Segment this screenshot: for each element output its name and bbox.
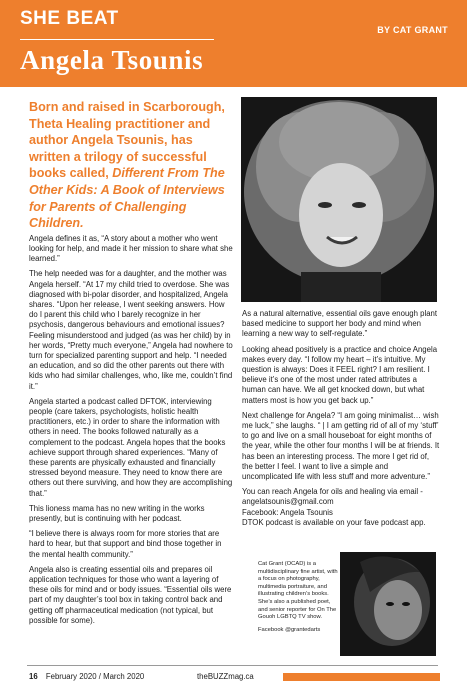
author-photo (340, 552, 436, 656)
paragraph: Angela started a podcast called DFTOK, interviewing people (care takers, psychologists, holistic health practitioners, etc.) in order to share the information with others in need. The books followed naturally as a complement to the podcast. Angela hopes that the books achieve support through shared experiences. “Many of these parents are physically exhausted and financially stressed beyond measure. They need to know there are others out there surviving, and how they are accomplishing that.” (29, 396, 233, 498)
contact-facebook: Facebook: Angela Tsounis (242, 507, 333, 517)
paragraph: Next challenge for Angela? “I am going minimalist… wish me luck,” she laughs. “ | I am getting rid of all of my ‘stuff’ to go and live on a small houseboat for eight months of the year, while the other four months I will be at friends. It has been an interesting process. The more I get rid of, the better I feel. I want to live a simple and uncomplicated life with less stuff and more adventure.” (242, 410, 440, 482)
lede-text: Born and raised in Scarborough, Theta Healing practitioner and author Angela Tsounis, has written a trilogy of successful books called, (29, 100, 225, 181)
article-title: Angela Tsounis (20, 45, 204, 75)
contact-email: You can reach Angela for oils and healing via email - angelatsounis@gmail.com (242, 487, 423, 507)
paragraph: This lioness mama has no new writing in the works presently, but is continuing with her podcast. (29, 503, 205, 524)
paragraph: Looking ahead positively is a practice and choice Angela makes every day. “I follow my heart – it’s intuitive. My question is always: Does it FEEL right? I am resilient. I believe it’s one of the most under rated attributes a human can have. We all get knocked down, but what matters most is how you get back up.” (242, 344, 438, 405)
book-title: Different From The Other Kids: A Book of Interviews for Parents of Challenging Children. (29, 166, 225, 231)
paragraph: The help needed was for a daughter, and the mother was Angela herself. “At 17 my child tried to overdose. She was diagnosed with bi-polar disorder, and hospitalized, Angela shares. “Upon her release, I went seeking answers. How do I parent this child who I barely recognize in her psychosis, dangerous behaviours and emotional issues? Feeling misunderstood and judged (as was her child) by in her words, “Pretty much everyone,” Angela had nowhere to turn for specialized parenting support and help. “I needed an education, and so did the other parents out there with kids who had similar challenges, who, like me, couldn’t find it.” (29, 269, 233, 391)
header-banner (0, 0, 467, 87)
paragraph: “I believe there is always room for more stories that are hard to hear, but that support and bind those together in the mental health community.” (29, 529, 222, 559)
bio-paragraph: Cat Grant (OCAD) is a multidisciplinary fine artist, with a focus on photography, multimedia portraiture, and illustrating children’s books. She’s also a published poet, and senior reporter for On The Gouoh LGBTQ TV show. (258, 561, 338, 621)
footer-divider (27, 665, 438, 666)
section-title: SHE BEAT (20, 8, 119, 29)
paragraph: As a natural alternative, essential oils gave enough plant based medicine to support her body and mind when learning a new way to self-regulate.” (242, 309, 438, 339)
byline: BY CAT GRANT (377, 25, 448, 35)
header-divider (20, 39, 214, 40)
paragraph: Angela defines it as, “A story about a mother who went looking for help, and made it her mission to share what she learned.” (29, 233, 233, 264)
contact-podcast: DTOK podcast is available on your fave podcast app. (242, 517, 426, 527)
paragraph: Angela also is creating essential oils and prepares oil application techniques for those who want a layering of these oils for mind and or body issues. “Essential oils were part of my daughter’s tool box in taking control back and getting off pharmaceutical medication (not typical, but possible for some). (29, 564, 232, 625)
page-number: 16 (29, 672, 38, 681)
lede-paragraph (29, 99, 233, 232)
portrait-photo (241, 97, 437, 302)
portrait-illustration (241, 97, 437, 302)
contact-block (242, 487, 440, 528)
footer-accent-bar (283, 673, 440, 681)
author-photo-illustration (340, 552, 436, 656)
left-column (29, 99, 233, 631)
site-url: theBUZZmag.ca (197, 672, 254, 681)
bio-facebook: Facebook @grantedarts (258, 626, 321, 633)
right-column (242, 309, 440, 528)
author-bio (258, 561, 338, 639)
folio (29, 672, 144, 681)
left-body (29, 234, 233, 626)
issue-date: February 2020 / March 2020 (45, 672, 145, 681)
